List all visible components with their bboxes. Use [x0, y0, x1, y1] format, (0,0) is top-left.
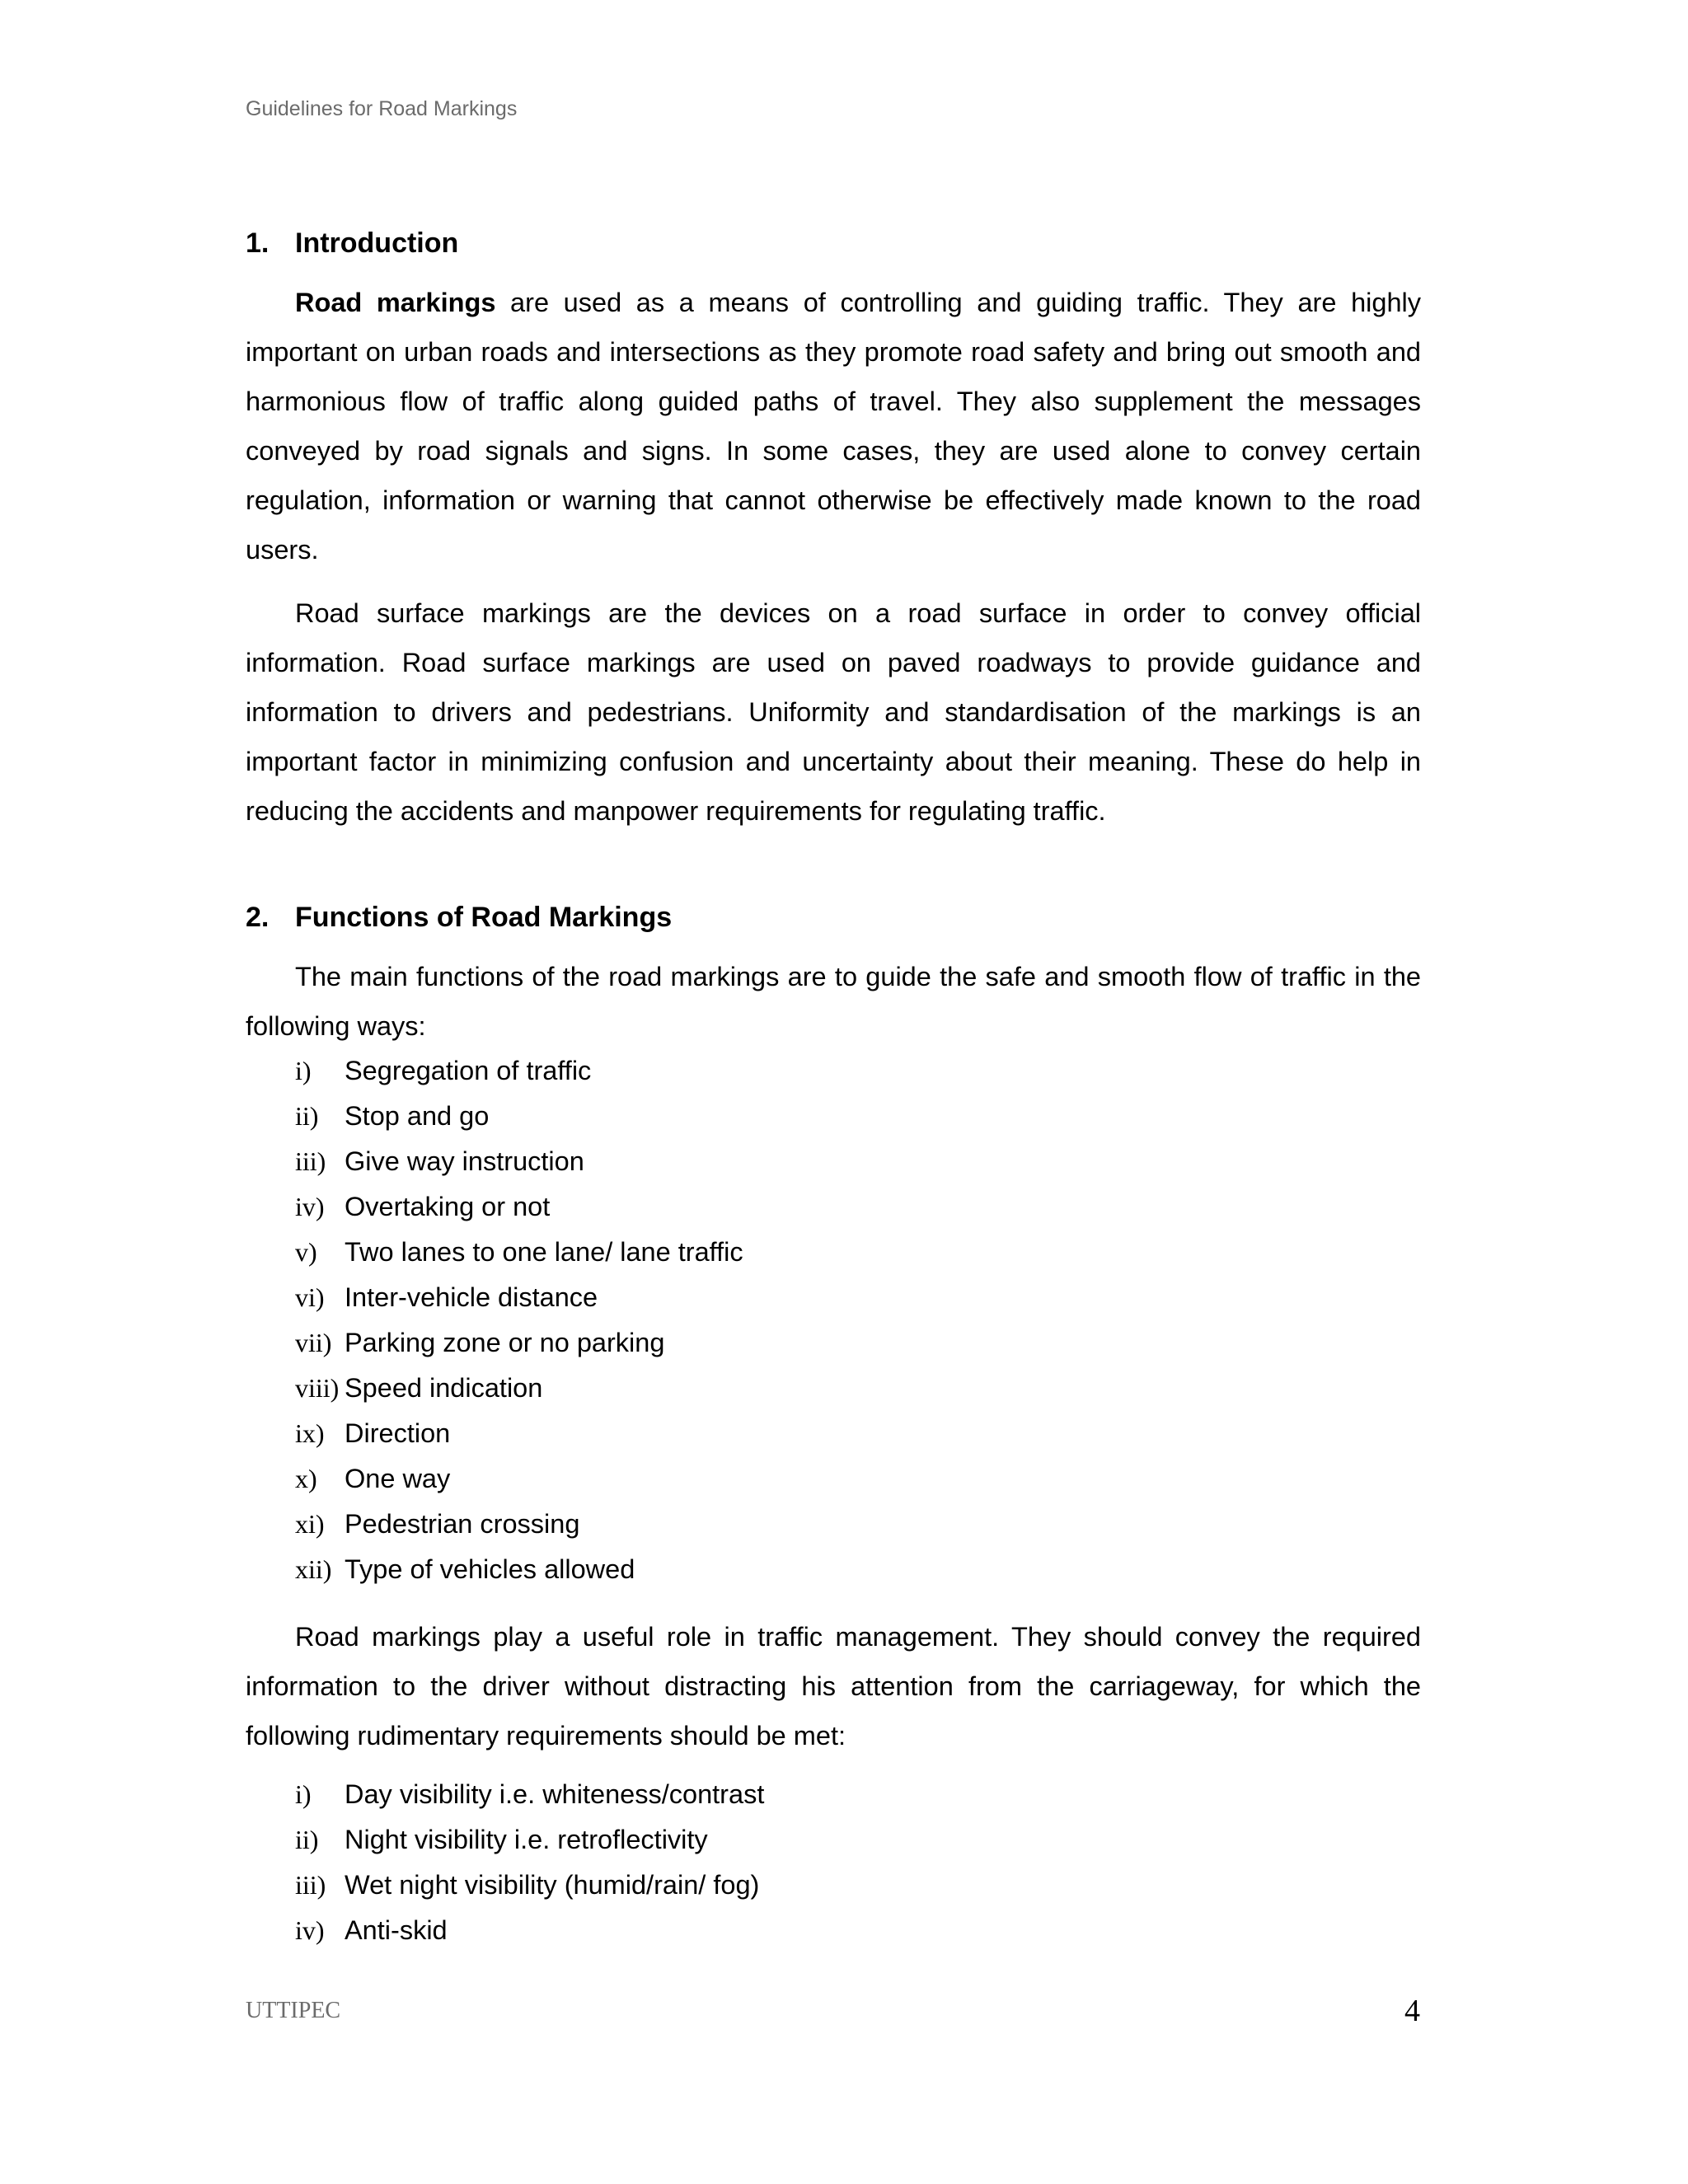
list-item: viii) Speed indication: [295, 1373, 543, 1403]
intro-paragraph-2: Road surface markings are the devices on a road surface in order to convey official information. Road surface markings are used on paved roadways to provide guidance and information to drivers and pedestrians. Uniformity and standardisation of the markings is an important factor in minimizing confusion and uncertainty about their meaning. These do help in reducing the accidents and manpower requirements for regulating traffic.: [246, 598, 1421, 826]
requirements-list: [295, 1772, 764, 1953]
list-item: vi) Inter-vehicle distance: [295, 1282, 598, 1312]
list-item: xii) Type of vehicles allowed: [295, 1554, 635, 1584]
page-number: 4: [1404, 1994, 1420, 2028]
list-item: iv) Overtaking or not: [295, 1192, 551, 1221]
list-item: v) Two lanes to one lane/ lane traffic: [295, 1237, 743, 1267]
functions-intro-paragraph: The main functions of the road markings are to guide the safe and smooth flow of traffic in the following ways:: [246, 962, 1421, 1041]
list-item: i) Segregation of traffic: [295, 1056, 592, 1085]
intro-bold-term: Road markings: [295, 288, 496, 317]
list-item: xi) Pedestrian crossing: [295, 1509, 580, 1539]
list-item: iii) Wet night visibility (humid/rain/ fog): [295, 1870, 760, 1900]
list-item: iii) Give way instruction: [295, 1146, 584, 1176]
running-header: Guidelines for Road Markings: [246, 97, 518, 120]
section-2-number: 2.: [246, 902, 270, 933]
section-2-heading: [246, 902, 672, 934]
section-1-number: 1.: [246, 227, 270, 259]
list-item: x) One way: [295, 1464, 451, 1493]
list-item: ii) Stop and go: [295, 1101, 490, 1131]
functions-list: [295, 1048, 743, 1592]
intro-paragraph-1-text: are used as a means of controlling and guiding traffic. They are highly important on urban roads and intersections as they promote road safety and bring out smooth and harmonious flow of traffic along guided paths of travel. They also supplement the messages conveyed by road signals and signs. In some cases, they are used alone to convey certain regulation, information or warning that cannot otherwise be effectively made known to the road users.: [246, 288, 1421, 565]
section-1-heading: [246, 227, 458, 260]
footer-organization: UTTIPEC: [246, 1998, 341, 2023]
list-item: iv) Anti-skid: [295, 1915, 448, 1945]
section-1-title: Introduction: [295, 227, 459, 259]
list-item: ii) Night visibility i.e. retroflectivity: [295, 1825, 708, 1854]
requirements-paragraph: Road markings play a useful role in traffic management. They should convey the required information to the driver without distracting his attention from the carriageway, for which the following rudimentary requirements should be met:: [246, 1622, 1421, 1750]
list-item: ix) Direction: [295, 1418, 451, 1448]
list-item: i) Day visibility i.e. whiteness/contrast: [295, 1779, 765, 1809]
section-2-title: Functions of Road Markings: [295, 902, 673, 933]
intro-paragraph-1: [246, 278, 1421, 574]
list-item: vii) Parking zone or no parking: [295, 1328, 665, 1357]
